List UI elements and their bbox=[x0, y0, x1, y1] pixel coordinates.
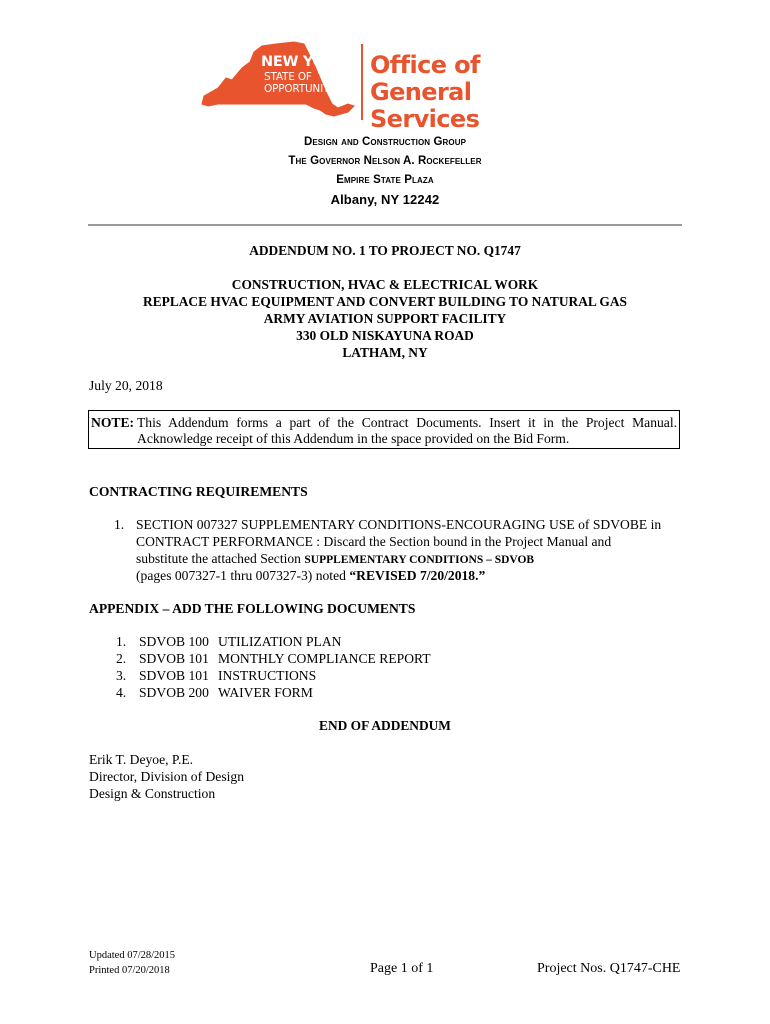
header-building: The Governor Nelson A. Rockefeller bbox=[288, 155, 482, 167]
header-city bbox=[0, 192, 770, 207]
project-line: REPLACE HVAC EQUIPMENT AND CONVERT BUILDING TO NATURAL GAS bbox=[143, 294, 627, 309]
logo-org-name bbox=[370, 52, 578, 133]
appendix-item-code: SDVOB 100 bbox=[139, 634, 209, 649]
header-group: Design and Construction Group bbox=[303, 136, 467, 148]
appendix-item-title: WAIVER FORM bbox=[218, 685, 313, 700]
logo-org-line-1: Office of bbox=[370, 51, 480, 79]
appendix-item-code: SDVOB 101 bbox=[139, 651, 209, 666]
logo-divider bbox=[361, 44, 363, 120]
appendix-heading: APPENDIX – ADD THE FOLLOWING DOCUMENTS bbox=[89, 601, 416, 616]
contracting-line-4-prefix: (pages 007327-1 thru 007327-3) noted bbox=[136, 568, 346, 583]
footer-printed: Printed 07/20/2018 bbox=[89, 965, 170, 976]
signatory-department: Design & Construction bbox=[89, 786, 216, 801]
contracting-line-1: SECTION 007327 SUPPLEMENTARY CONDITIONS-ENCOURAGING USE of SDVOBE in bbox=[136, 517, 662, 532]
appendix-item-number: 1. bbox=[116, 634, 127, 649]
contracting-line-3-prefix: substitute the attached Section bbox=[136, 551, 301, 566]
end-of-addendum: END OF ADDENDUM bbox=[319, 718, 451, 733]
signatory-name: Erik T. Deyoe, P.E. bbox=[89, 752, 194, 767]
logo-org-line-2: General Services bbox=[370, 78, 480, 133]
contracting-line-2: CONTRACT PERFORMANCE : Discard the Section bound in the Project Manual and bbox=[136, 534, 612, 549]
logo-state-name: NEW YORK bbox=[261, 54, 347, 70]
addendum-heading: ADDENDUM NO. 1 TO PROJECT NO. Q1747 bbox=[249, 243, 521, 258]
contracting-heading: CONTRACTING REQUIREMENTS bbox=[89, 484, 308, 499]
addendum-date: July 20, 2018 bbox=[89, 378, 163, 393]
appendix-item-number: 2. bbox=[116, 651, 127, 666]
ogs-logo bbox=[198, 38, 578, 133]
appendix-item-code: SDVOB 101 bbox=[139, 668, 209, 683]
appendix-item-title: MONTHLY COMPLIANCE REPORT bbox=[218, 651, 431, 666]
appendix-item-code: SDVOB 200 bbox=[139, 685, 209, 700]
logo-tagline-line-2: OPPORTUNITY. bbox=[264, 82, 337, 95]
footer-project-number: Project Nos. Q1747-CHE bbox=[537, 961, 681, 976]
project-line: CONSTRUCTION, HVAC & ELECTRICAL WORK bbox=[231, 277, 539, 292]
signatory-title: Director, Division of Design bbox=[89, 769, 245, 784]
contracting-revised-note: “REVISED 7/20/2018.” bbox=[349, 568, 486, 583]
project-line: ARMY AVIATION SUPPORT FACILITY bbox=[263, 311, 507, 326]
appendix-item-title: UTILIZATION PLAN bbox=[218, 634, 342, 649]
project-line: 330 OLD NISKAYUNA ROAD bbox=[296, 328, 474, 343]
appendix-item-title: INSTRUCTIONS bbox=[218, 668, 317, 683]
footer-page-number: Page 1 of 1 bbox=[370, 961, 434, 976]
project-line: LATHAM, NY bbox=[342, 345, 428, 360]
appendix-item-number: 3. bbox=[116, 668, 127, 683]
appendix-item-number: 4. bbox=[116, 685, 127, 700]
header-plaza: Empire State Plaza bbox=[336, 174, 434, 186]
contracting-line-4 bbox=[136, 568, 485, 584]
note-label: NOTE: bbox=[91, 415, 135, 430]
note-line-2: Acknowledge receipt of this Addendum in the space provided on the Bid Form. bbox=[137, 431, 570, 446]
header-rule bbox=[88, 224, 682, 226]
logo-tagline-line-1: STATE OF bbox=[264, 71, 312, 83]
footer-updated: Updated 07/28/2015 bbox=[89, 950, 176, 961]
contracting-item-number: 1. bbox=[114, 517, 125, 532]
note-box bbox=[88, 410, 680, 449]
contracting-line-3 bbox=[136, 551, 534, 567]
note-line-1: This Addendum forms a part of the Contract Documents. Insert it in the Project Manual. bbox=[137, 415, 677, 430]
contracting-section-title: SUPPLEMENTARY CONDITIONS – SDVOB bbox=[304, 554, 535, 566]
header-city-text: Albany, NY 12242 bbox=[330, 192, 440, 207]
logo-tagline bbox=[264, 72, 336, 95]
